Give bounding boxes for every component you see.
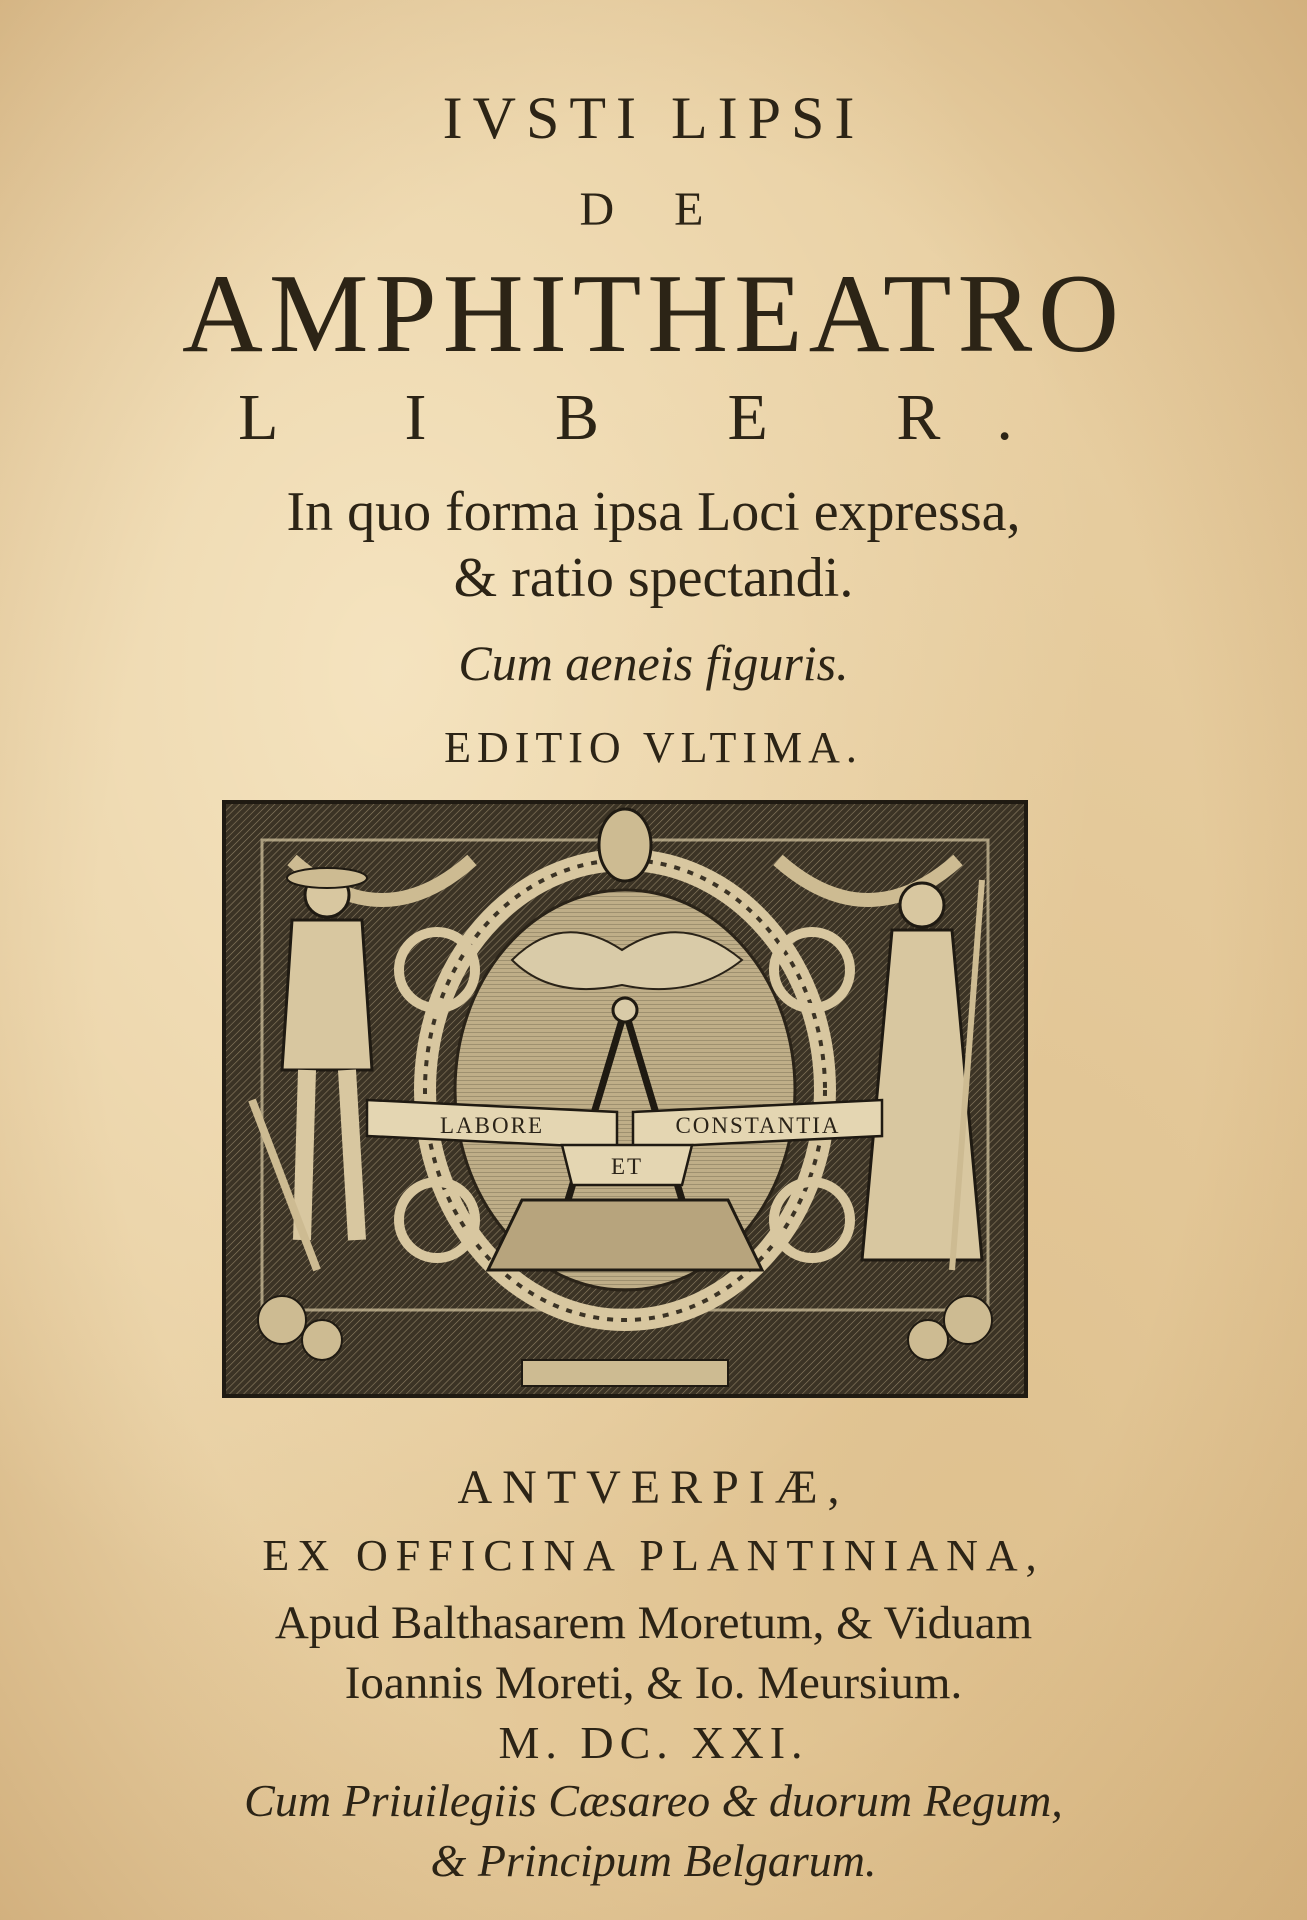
imprint-city: ANTVERPIÆ, [457, 1461, 850, 1514]
motto-labore: LABORE [440, 1113, 544, 1138]
liber-line: L I B E R. [238, 381, 1069, 454]
imprint-officina: EX OFFICINA PLANTINIANA, [262, 1531, 1045, 1580]
privilege-line-2: & Principum Belgarum. [430, 1835, 877, 1886]
imprint-year: M. DC. XXI. [498, 1717, 809, 1768]
edition-line: EDITIO VLTIMA. [444, 723, 863, 772]
privilege-line-1: Cum Priuilegiis Cæsareo & duorum Regum, [244, 1775, 1063, 1826]
book-title: AMPHITHEATRO [181, 252, 1126, 376]
imprint-printers-line-2: Ioannis Moreti, & Io. Meursium. [344, 1657, 963, 1709]
printer-device-engraving [222, 800, 1028, 1398]
author-line: IVSTI LIPSI [442, 85, 865, 151]
preposition-line: D E [579, 183, 728, 236]
imprint-printers-line-1: Apud Balthasarem Moretum, & Viduam [274, 1597, 1033, 1649]
subtitle-line-1: In quo forma ipsa Loci expressa, [286, 481, 1021, 543]
motto-et: ET [610, 1154, 644, 1179]
figures-note: Cum aeneis figuris. [458, 635, 849, 691]
motto-constantia: CONSTANTIA [675, 1113, 841, 1138]
subtitle-line-2: & ratio spectandi. [453, 547, 854, 609]
